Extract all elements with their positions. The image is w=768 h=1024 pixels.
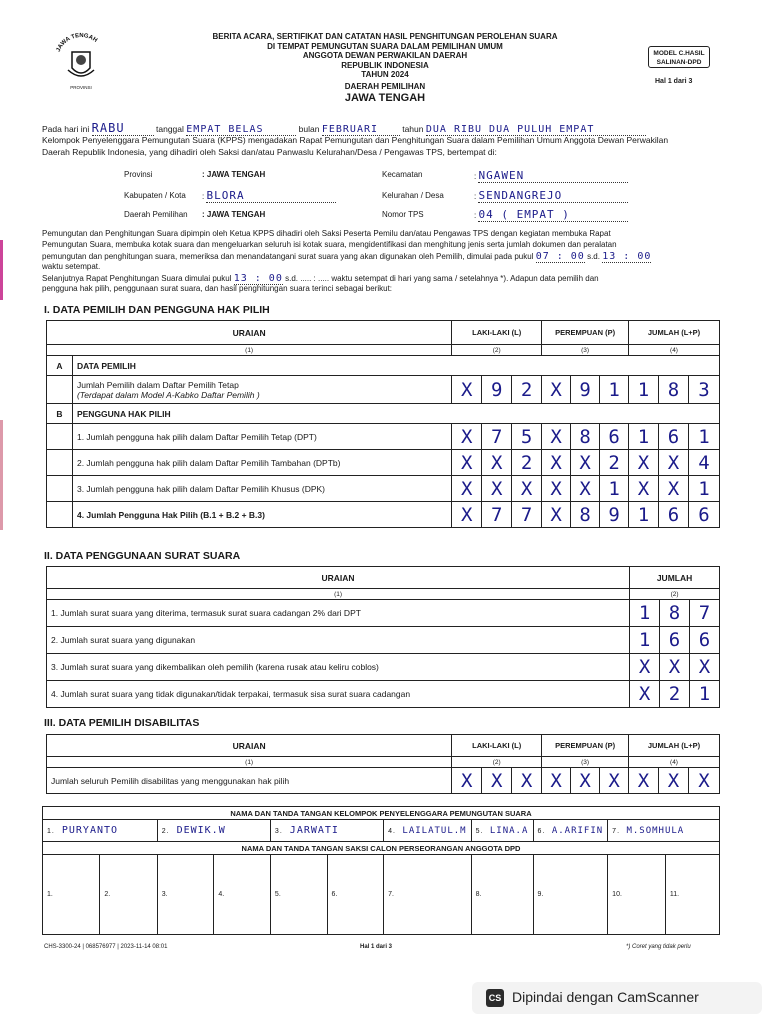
kecamatan-label: Kecamatan [382, 170, 423, 179]
digit-cell: 1 [629, 502, 659, 528]
digit-cell: X [629, 476, 659, 502]
digit-cell: 4 [688, 450, 719, 476]
scan-edge-mark [0, 240, 3, 300]
header-line: DI TEMPAT PEMUNGUTAN SUARA DALAM PEMILIHAN UMUM [267, 41, 503, 51]
digit-cell: X [542, 502, 571, 528]
kecamatan-field: : NGAWEN [474, 169, 628, 183]
saksi-title: NAMA DAN TANDA TANGAN SAKSI CALON PERSEORANGAN ANGGOTA DPD [43, 842, 720, 855]
a-row1-note: (Terdapat dalam Model A-Kabko Daftar Pemilih ) [76, 389, 260, 400]
digit-cell: X [542, 450, 571, 476]
col-uraian: URAIAN [47, 567, 630, 589]
paragraph-line [42, 251, 651, 263]
digit-cell: X [658, 450, 688, 476]
col-uraian: URAIAN [47, 735, 452, 757]
saksi-slot: 2. [100, 855, 157, 935]
svg-text:PROVINSI: PROVINSI [70, 85, 92, 90]
opening-line [42, 121, 646, 136]
section2-table [46, 566, 720, 708]
kabupaten-value: BLORA [206, 189, 336, 203]
digit-cell: X [452, 768, 482, 794]
digit-cell: 6 [688, 502, 719, 528]
tahun-value: DUA RIBU DUA PULUH EMPAT [426, 124, 646, 136]
kpps-signature: 6. A.ARIFIN [533, 820, 608, 842]
saksi-slot: 6. [327, 855, 384, 935]
jawa-tengah-emblem-icon [52, 30, 110, 92]
header-line: ANGGOTA DEWAN PERWAKILAN DAERAH [302, 51, 468, 61]
bulan-value: FEBRUARI [322, 124, 400, 136]
col-perempuan: PEREMPUAN (P) [542, 321, 629, 345]
paragraph-line: Pemungutan dan Penghitungan Suara dipimpin oleh Ketua KPPS dihadiri oleh Saksi Peserta Pemilu dan/atau Pengawas TPS dengan kegiatan membuka Rapat [42, 229, 611, 238]
digit-cell: X [630, 654, 660, 681]
digit-cell: X [482, 476, 512, 502]
digit-cell: 6 [658, 502, 688, 528]
daerah-value: JAWA TENGAH [344, 91, 426, 104]
digit-cell: X [452, 376, 482, 404]
col-num: (2) [630, 589, 720, 600]
col-num: (2) [452, 345, 542, 356]
digit-cell: 6 [690, 627, 720, 654]
a-row1 [72, 376, 451, 404]
tps-label: Nomor TPS [382, 210, 424, 219]
digit-cell: X [452, 424, 482, 450]
digit-cell: 1 [600, 476, 629, 502]
digit-cell: 1 [600, 376, 629, 404]
label: tanggal [156, 124, 184, 134]
digit-cell: X [630, 681, 660, 708]
kpps-signature: 5. LINA.A [471, 820, 533, 842]
kelurahan-label: Kelurahan / Desa [382, 191, 444, 200]
digit-cell: 3 [688, 376, 719, 404]
row-label-a: A [47, 356, 73, 376]
b-title: PENGGUNA HAK PILIH [72, 404, 719, 424]
digit-cell: X [482, 450, 512, 476]
digit-cell: X [452, 476, 482, 502]
digit-cell: X [600, 768, 629, 794]
kpps-signature: 7. M.SOMHULA [608, 820, 720, 842]
digit-cell: 6 [658, 424, 688, 450]
dapil-value: : JAWA TENGAH [202, 210, 266, 219]
digit-cell: 1 [629, 424, 659, 450]
footer-note: *) Coret yang tidak perlu [626, 944, 691, 950]
digit-cell: 8 [658, 376, 688, 404]
col-laki: LAKI-LAKI (L) [452, 321, 542, 345]
b-row-label: 1. Jumlah pengguna hak pilih dalam Daftar Pemilih Tetap (DPT) [72, 424, 451, 450]
model-box: MODEL C.HASIL SALINAN-DPD [648, 46, 710, 68]
saksi-slot: 10. [608, 855, 666, 935]
digit-cell: X [542, 376, 571, 404]
col-num: (4) [629, 345, 720, 356]
digit-cell: 6 [600, 424, 629, 450]
saksi-slot: 1. [43, 855, 100, 935]
col-num: (4) [629, 757, 720, 768]
digit-cell: X [629, 768, 659, 794]
count-start-time: 13 : 00 [233, 273, 283, 284]
col-laki: LAKI-LAKI (L) [452, 735, 542, 757]
digit-cell: 1 [630, 600, 660, 627]
kecamatan-value: NGAWEN [478, 169, 628, 183]
document-header [180, 32, 590, 103]
end-time: 13 : 00 [602, 251, 652, 262]
digit-cell: 2 [512, 376, 542, 404]
digit-cell: 9 [482, 376, 512, 404]
kabupaten-field: : BLORA [202, 189, 336, 203]
paragraph-text: s.d. ..... : ..... waktu setempat di hari yang sama / setelahnya *). Adapun data pemilih dan [285, 274, 599, 283]
disabilitas-row-label: Jumlah seluruh Pemilih disabilitas yang menggunakan hak pilih [47, 768, 452, 794]
digit-cell: X [660, 654, 690, 681]
digit-cell: X [542, 476, 571, 502]
saksi-slot: 3. [157, 855, 214, 935]
paragraph-text: Selanjutnya Rapat Penghitungan Suara dimulai pukul [42, 274, 232, 283]
digit-cell: 1 [688, 476, 719, 502]
tps-field: : 04 ( EMPAT ) [474, 208, 628, 222]
row-label-b: B [47, 404, 73, 424]
digit-cell: X [571, 450, 600, 476]
camscanner-icon: CS [486, 989, 504, 1007]
b-row-label: 4. Jumlah Pengguna Hak Pilih (B.1 + B.2 + B.3) [72, 502, 451, 528]
col-jumlah: JUMLAH (L+P) [629, 321, 720, 345]
kelurahan-value: SENDANGREJO [478, 189, 628, 203]
b-row-label: 3. Jumlah pengguna hak pilih dalam Daftar Pemilih Khusus (DPK) [72, 476, 451, 502]
digit-cell: X [542, 768, 571, 794]
kpps-signature: 2. DEWIK.W [157, 820, 270, 842]
kpps-signature: 4. LAILATUL.M [384, 820, 471, 842]
label: tahun [402, 124, 424, 134]
digit-cell: X [658, 768, 688, 794]
svg-text:JAWA TENGAH: JAWA TENGAH [55, 32, 99, 53]
surat-row-label: 4. Jumlah surat suara yang tidak digunakan/tidak terpakai, termasuk sisa surat suara cadangan [47, 681, 630, 708]
digit-cell: X [452, 450, 482, 476]
header-line: BERITA ACARA, SERTIFIKAT DAN CATATAN HASIL PENGHITUNGAN PEROLEHAN SUARA [212, 32, 558, 41]
digit-cell: 1 [629, 376, 659, 404]
opening-text: Kelompok Penyelenggara Pemungutan Suara (KPPS) mengadakan Rapat Pemungutan dan Penghitungan Suara dalam Pemilihan Umum Anggota Dewan Perwakilan [42, 135, 669, 145]
saksi-slot: 8. [471, 855, 533, 935]
header-line: TAHUN 2024 [361, 70, 409, 80]
section2-title: II. DATA PENGGUNAAN SURAT SUARA [44, 550, 241, 562]
header-line: REPUBLIK INDONESIA [341, 60, 429, 70]
col-uraian: URAIAN [47, 321, 452, 345]
start-time: 07 : 00 [535, 251, 585, 262]
digit-cell: 2 [512, 450, 542, 476]
digit-cell: 1 [630, 627, 660, 654]
opening-text: Daerah Republik Indonesia, yang dihadiri oleh Saksi dan/atau Panwaslu Kelurahan/Desa / Pengawas TPS, bertempat di: [42, 147, 497, 157]
digit-cell: 2 [600, 450, 629, 476]
tanggal-value: EMPAT BELAS [186, 124, 296, 136]
surat-row-label: 2. Jumlah surat suara yang digunakan [47, 627, 630, 654]
digit-cell: 2 [660, 681, 690, 708]
digit-cell: X [629, 450, 659, 476]
scan-edge-mark [0, 420, 3, 530]
footer-code: CHS-3300-24 | 068576977 | 2023-11-14 08:01 [44, 944, 168, 950]
digit-cell: X [482, 768, 512, 794]
kabupaten-label: Kabupaten / Kota [124, 191, 186, 200]
saksi-slot: 9. [533, 855, 608, 935]
digit-cell: 7 [512, 502, 542, 528]
digit-cell: 7 [690, 600, 720, 627]
paragraph-line: pengguna hak pilih, penggunaan surat suara, dan hasil penghitungan suara terinci sebagai berikut: [42, 284, 393, 293]
surat-row-label: 1. Jumlah surat suara yang diterima, termasuk surat suara cadangan 2% dari DPT [47, 600, 630, 627]
col-jumlah: JUMLAH [630, 567, 720, 589]
paragraph-text: pemungutan dan penghitungan suara, memeriksa dan menandatangani surat suara yang akan digunakan oleh Pemilih, dimulai pada pukul [42, 252, 534, 261]
digit-cell: X [688, 768, 719, 794]
digit-cell: 9 [600, 502, 629, 528]
surat-row-label: 3. Jumlah surat suara yang dikembalikan oleh pemilih (karena rusak atau keliru coblos) [47, 654, 630, 681]
section3-table [46, 734, 720, 794]
section1-table [46, 320, 720, 528]
tps-value: 04 ( EMPAT ) [478, 208, 628, 222]
signature-table [42, 806, 720, 935]
provinsi-value: : JAWA TENGAH [202, 170, 266, 179]
dapil-label: Daerah Pemilihan [124, 210, 188, 219]
col-jumlah: JUMLAH (L+P) [629, 735, 720, 757]
section3-title: III. DATA PEMILIH DISABILITAS [44, 717, 200, 729]
hari-value: RABU [92, 121, 154, 136]
saksi-slot: 7. [384, 855, 471, 935]
digit-cell: X [658, 476, 688, 502]
daerah-label: DAERAH PEMILIHAN [344, 81, 426, 91]
digit-cell: X [452, 502, 482, 528]
label: Pada hari ini [42, 124, 90, 134]
paragraph-line: waktu setempat. [42, 262, 101, 271]
b-row-label: 2. Jumlah pengguna hak pilih dalam Daftar Pemilih Tambahan (DPTb) [72, 450, 451, 476]
digit-cell: X [690, 654, 720, 681]
col-num: (3) [542, 345, 629, 356]
kelurahan-field: : SENDANGREJO [474, 189, 628, 203]
a-row1-label: Jumlah Pemilih dalam Daftar Pemilih Tetap [76, 379, 239, 390]
footer-hal: Hal 1 dari 3 [360, 944, 393, 950]
col-num: (1) [47, 589, 630, 600]
col-perempuan: PEREMPUAN (P) [542, 735, 629, 757]
provinsi-label: Provinsi [124, 170, 153, 179]
digit-cell: 5 [512, 424, 542, 450]
paragraph-line: Pemungutan Suara, membuka kotak suara dan mengeluarkan seluruh isi kotak suara, mengidentifikasi dan menghitung jenis serta jumlah dokumen dan peralatan [42, 240, 617, 249]
kpps-signature: 3. JARWATI [270, 820, 383, 842]
digit-cell: 6 [660, 627, 690, 654]
digit-cell: 8 [571, 424, 600, 450]
digit-cell: X [512, 768, 542, 794]
page-indicator: Hal 1 dari 3 [655, 78, 693, 85]
digit-cell: X [542, 424, 571, 450]
camscanner-text: Dipindai dengan CamScanner [512, 989, 699, 1005]
digit-cell: X [571, 476, 600, 502]
col-num: (1) [47, 345, 452, 356]
saksi-slot: 4. [214, 855, 271, 935]
kpps-signature: 1. PURYANTO [43, 820, 158, 842]
a-title: DATA PEMILIH [72, 356, 719, 376]
label: bulan [298, 124, 320, 134]
label: s.d. [587, 252, 600, 261]
kpps-title: NAMA DAN TANDA TANGAN KELOMPOK PENYELENGGARA PEMUNGUTAN SUARA [43, 807, 720, 820]
col-num: (1) [47, 757, 452, 768]
digit-cell: X [571, 768, 600, 794]
digit-cell: 7 [482, 502, 512, 528]
digit-cell: 1 [690, 681, 720, 708]
saksi-slot: 11. [665, 855, 719, 935]
col-num: (2) [452, 757, 542, 768]
digit-cell: 9 [571, 376, 600, 404]
saksi-slot: 5. [270, 855, 327, 935]
digit-cell: 1 [688, 424, 719, 450]
digit-cell: 7 [482, 424, 512, 450]
digit-cell: X [512, 476, 542, 502]
digit-cell: 8 [660, 600, 690, 627]
section1-title: I. DATA PEMILIH DAN PENGGUNA HAK PILIH [44, 304, 270, 316]
col-num: (3) [542, 757, 629, 768]
digit-cell: 8 [571, 502, 600, 528]
